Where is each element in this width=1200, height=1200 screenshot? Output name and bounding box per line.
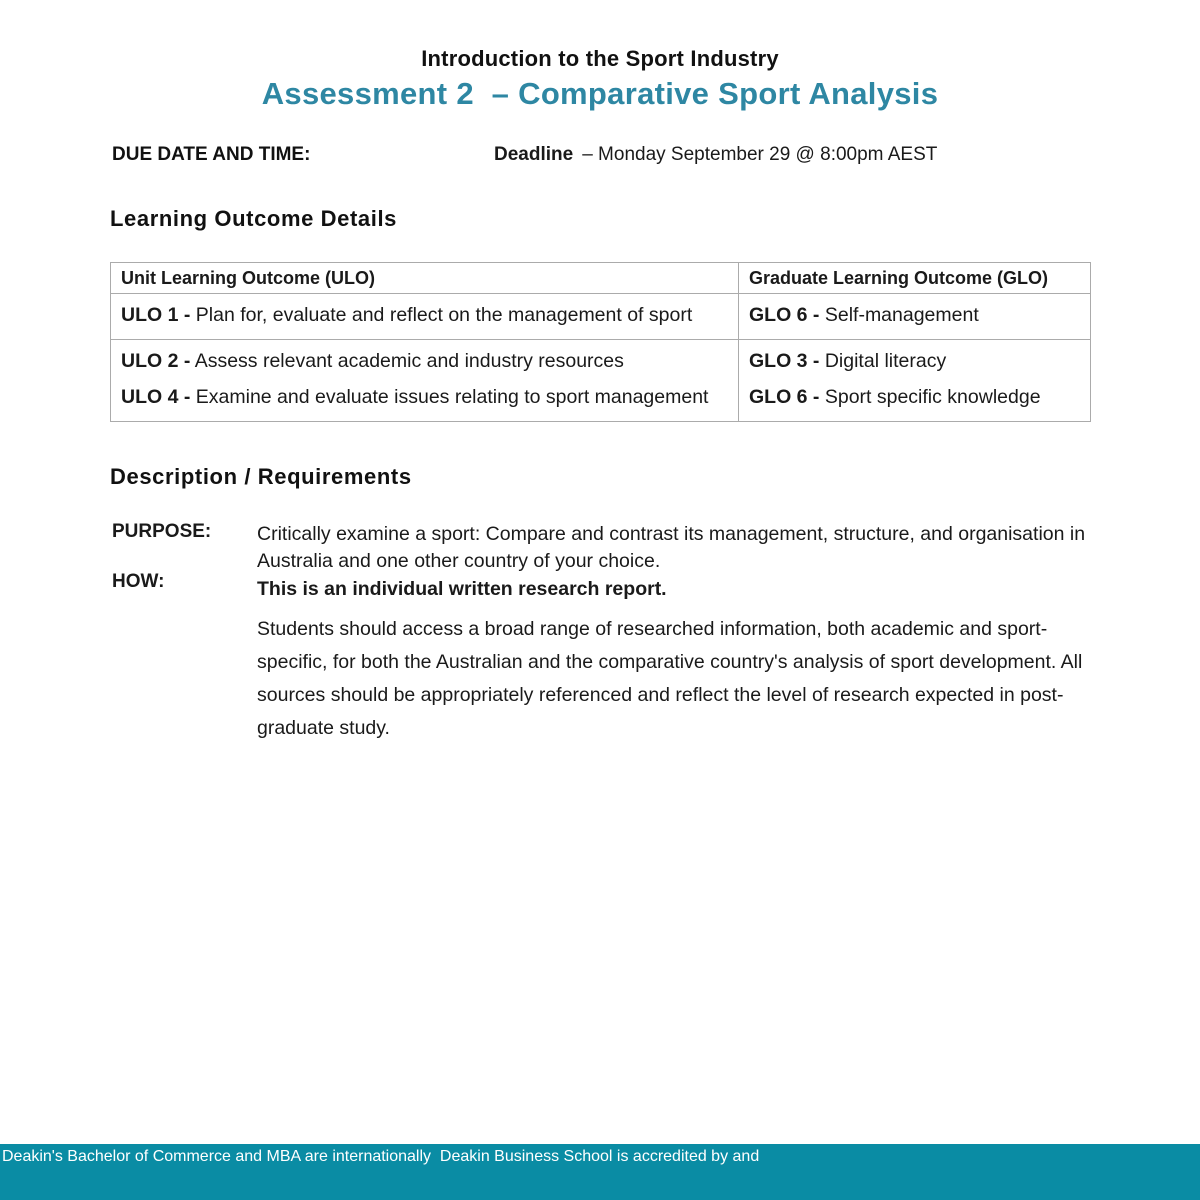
ulo-text: Assess relevant academic and industry resources — [194, 350, 624, 372]
ulo-code: ULO 4 - — [121, 386, 191, 408]
assessment-title: Assessment 2 – Comparative Sport Analysis — [261, 76, 939, 111]
learning-outcomes-heading: Learning Outcome Details — [110, 206, 398, 231]
glo-cell-1 — [739, 294, 1091, 340]
deadline-text — [494, 144, 937, 166]
ulo-text: Examine and evaluate issues relating to sport management — [195, 386, 709, 408]
ulo-item — [121, 301, 728, 329]
ulo-item — [121, 347, 728, 375]
description-heading: Description / Requirements — [110, 464, 412, 489]
glo-cell-2 — [739, 340, 1091, 422]
table-row — [111, 340, 1091, 422]
glo-item — [749, 347, 1080, 375]
ulo-item — [121, 383, 728, 411]
purpose-text: Critically examine a sport: Compare and contrast its management, structure, and organisation in Australia and one other country of your choice. — [257, 523, 1086, 572]
learning-outcomes-table — [110, 262, 1091, 422]
glo-text: Digital literacy — [824, 350, 947, 372]
glo-code: GLO 3 - — [749, 350, 820, 372]
table-row — [111, 294, 1091, 340]
deadline-value: – Monday September 29 @ 8:00pm AEST — [582, 144, 938, 165]
ulo-text: Plan for, evaluate and reflect on the management of sport — [195, 304, 693, 326]
table-header-row — [111, 263, 1091, 294]
glo-text: Sport specific knowledge — [824, 386, 1041, 408]
ulo-cell-2 — [111, 340, 739, 422]
how-statement: This is an individual written research report. — [257, 578, 667, 600]
ulo-code: ULO 2 - — [121, 350, 191, 372]
glo-item — [749, 301, 1080, 329]
how-paragraph: Students should access a broad range of researched information, both academic and sport-specific, for both the Australian and the comparative country's analysis of sport development. All sources should be appropriately referenced and reflect the level of research expected in post-graduate study. — [257, 618, 1083, 739]
table-header-glo: Graduate Learning Outcome (GLO) — [739, 263, 1091, 294]
footer-text: Deakin's Bachelor of Commerce and MBA are internationally Deakin Business School is accredited by and — [2, 1148, 760, 1165]
how-label: HOW: — [112, 571, 165, 592]
table-header-ulo: Unit Learning Outcome (ULO) — [111, 263, 739, 294]
course-title: Introduction to the Sport Industry — [421, 46, 779, 71]
ulo-code: ULO 1 - — [121, 304, 191, 326]
purpose-label: PURPOSE: — [112, 521, 212, 542]
deadline-word: Deadline — [494, 144, 574, 165]
footer-accreditation-bar — [0, 1144, 1200, 1200]
glo-code: GLO 6 - — [749, 386, 820, 408]
glo-item — [749, 383, 1080, 411]
due-date-label: DUE DATE AND TIME: — [112, 144, 311, 165]
how-block — [257, 578, 1102, 745]
ulo-cell-1 — [111, 294, 739, 340]
glo-code: GLO 6 - — [749, 304, 820, 326]
glo-text: Self-management — [824, 304, 979, 326]
